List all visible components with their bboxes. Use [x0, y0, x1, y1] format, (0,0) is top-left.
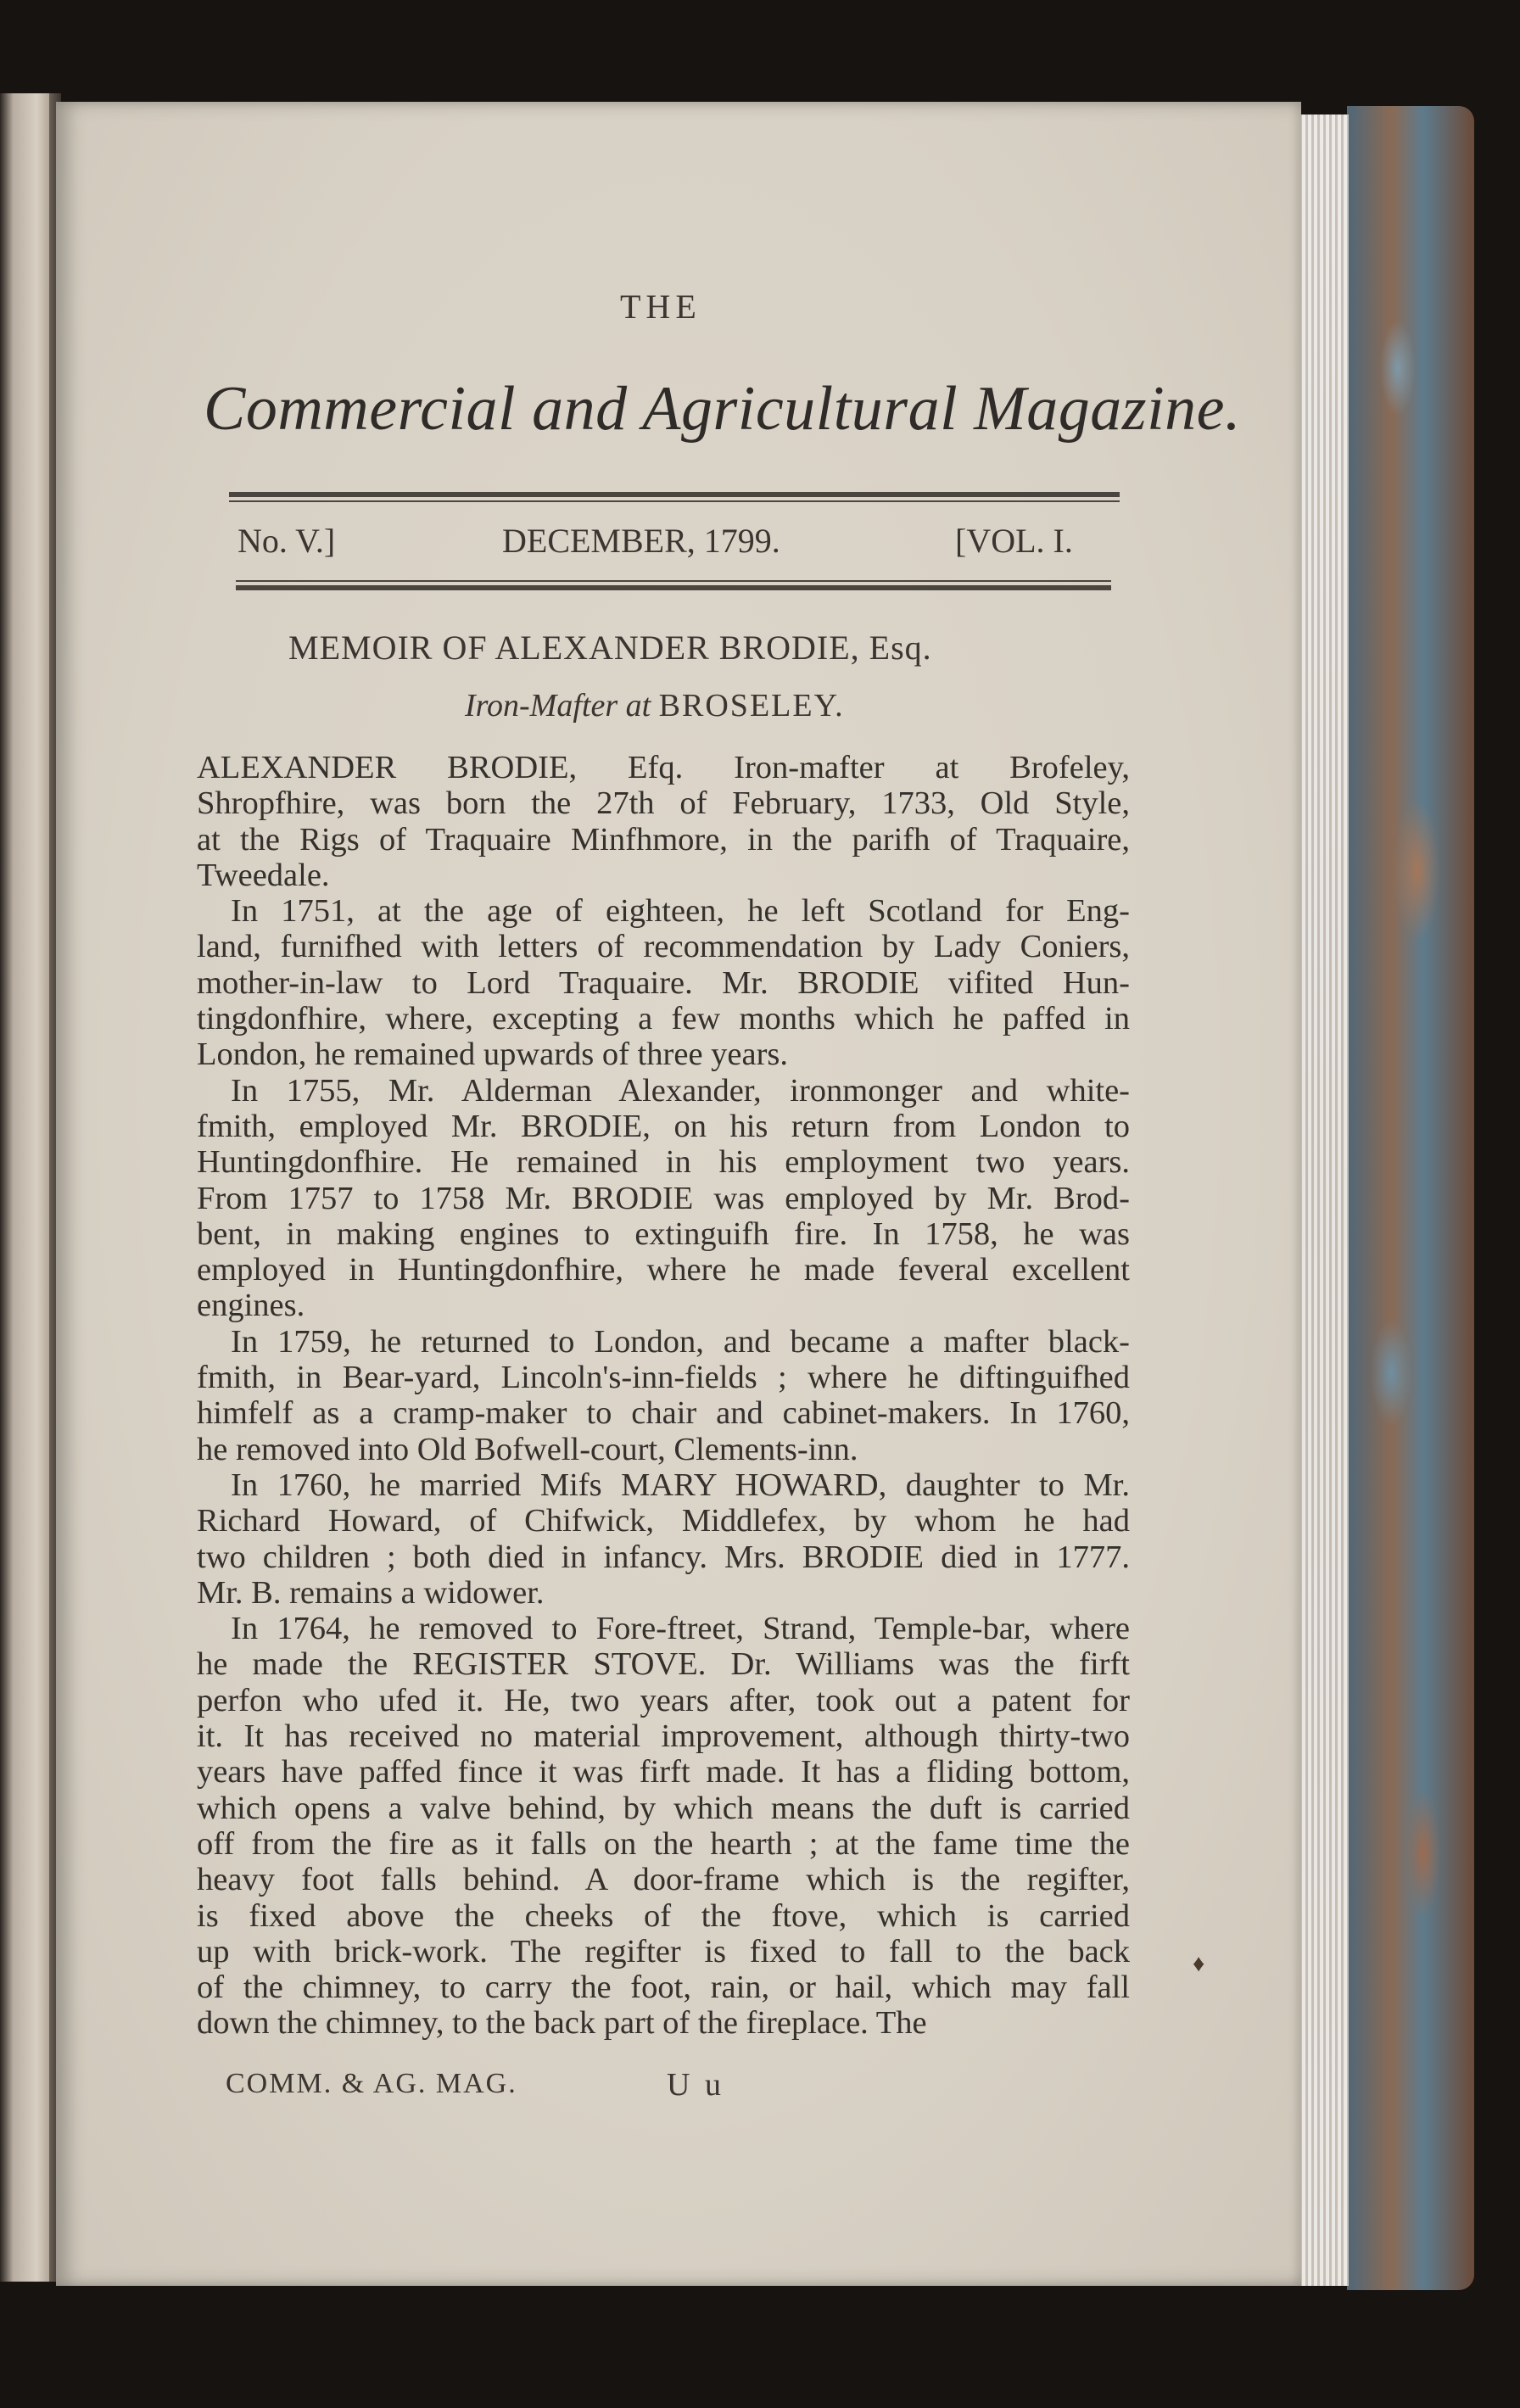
printer-signature: COMM. & AG. MAG.: [226, 2068, 517, 2099]
body-line: is fixed above the cheeks of the ftove, which is carried: [197, 1897, 1130, 1934]
body-line: mother-in-law to Lord Traquaire. Mr. BRODIE vifited Hun-: [197, 964, 1130, 1001]
bottom-double-rule-thin: [236, 580, 1111, 582]
body-line: at the Rigs of Traquaire Minfhmore, in the parifh of Traquaire,: [197, 821, 1130, 858]
the-heading: THE: [620, 288, 701, 326]
subtitle-role: Iron-Mafter at: [465, 688, 651, 724]
top-double-rule-thick: [229, 492, 1120, 497]
bottom-double-rule-thick: [236, 585, 1111, 590]
body-line: engines.: [197, 1288, 305, 1324]
body-line: years have paffed fince it was firft made. It has a fliding bottom,: [197, 1754, 1130, 1791]
body-line: ALEXANDER BRODIE, Efq. Iron-mafter at Brofeley,: [197, 750, 1130, 785]
issue-date: DECEMBER, 1799.: [502, 522, 780, 560]
magazine-title: Commercial and Agricultural Magazine.: [204, 374, 1241, 444]
body-line: In 1759, he returned to London, and became a mafter black-: [231, 1323, 1130, 1360]
body-line: of the chimney, to carry the foot, rain, or hail, which may fall: [197, 1969, 1130, 2006]
top-double-rule-thin: [229, 500, 1120, 502]
facing-page-edge: [0, 93, 53, 2282]
body-line: down the chimney, to the back part of the fireplace. The: [197, 2005, 927, 2042]
body-line: In 1760, he married Mifs MARY HOWARD, daughter to Mr.: [231, 1467, 1130, 1503]
body-line: bent, in making engines to extinguifh fire. In 1758, he was: [197, 1215, 1130, 1252]
body-line: Richard Howard, of Chifwick, Middlefex, by whom he had: [197, 1503, 1130, 1539]
body-line: From 1757 to 1758 Mr. BRODIE was employed by Mr. Brod-: [197, 1180, 1130, 1216]
body-line: perfon who ufed it. He, two years after, took out a patent for: [197, 1682, 1130, 1718]
body-line: heavy foot falls behind. A door-frame which is the regifter,: [197, 1862, 1130, 1898]
body-line: London, he remained upwards of three years.: [197, 1036, 789, 1073]
article-subtitle: [465, 687, 845, 724]
body-line: fmith, employed Mr. BRODIE, on his return from London to: [197, 1108, 1130, 1144]
body-line: he removed into Old Bofwell-court, Clements-inn.: [197, 1431, 858, 1467]
page-fore-edge: [1298, 115, 1349, 2286]
body-line: In 1755, Mr. Alderman Alexander, ironmonger and white-: [231, 1072, 1130, 1109]
body-line: Huntingdonfhire. He remained in his employment two years.: [197, 1144, 1130, 1181]
volume-label: [VOL. I.: [955, 522, 1073, 560]
body-line: land, furnifhed with letters of recommendation by Lady Coniers,: [197, 929, 1130, 965]
body-line: Shropfhire, was born the 27th of February, 1733, Old Style,: [197, 785, 1130, 822]
margin-mark: ♦: [1193, 1951, 1205, 1977]
body-line: two children ; both died in infancy. Mrs. BRODIE died in 1777.: [197, 1539, 1130, 1575]
body-line: fmith, in Bear-yard, Lincoln's-inn-fields ; where he diftinguifhed: [197, 1360, 1130, 1396]
book-cover-edge: [1347, 106, 1474, 2290]
body-line: In 1751, at the age of eighteen, he left Scotland for Eng-: [231, 893, 1130, 930]
body-line: Tweedale.: [197, 857, 330, 893]
body-line: In 1764, he removed to Fore-ftreet, Strand, Temple-bar, where: [231, 1611, 1130, 1647]
body-line: Mr. B. remains a widower.: [197, 1574, 545, 1611]
body-line: he made the REGISTER STOVE. Dr. Williams was the firft: [197, 1646, 1130, 1683]
body-line: himfelf as a cramp-maker to chair and cabinet-makers. In 1760,: [197, 1395, 1130, 1432]
body-line: it. It has received no material improvement, although thirty-two: [197, 1718, 1130, 1755]
signature-mark: U u: [667, 2067, 724, 2103]
body-line: employed in Huntingdonfhire, where he made feveral excellent: [197, 1252, 1130, 1288]
body-line: which opens a valve behind, by which means the duft is carried: [197, 1790, 1130, 1826]
body-line: tingdonfhire, where, excepting a few months which he paffed in: [197, 1001, 1130, 1037]
body-line: up with brick-work. The regifter is fixed to fall to the back: [197, 1933, 1130, 1969]
issue-number: No. V.]: [238, 522, 336, 560]
article-body: [197, 750, 1130, 2042]
body-line: off from the fire as it falls on the hearth ; at the fame time the: [197, 1825, 1130, 1862]
article-title: MEMOIR OF ALEXANDER BRODIE, Esq.: [288, 629, 932, 667]
subtitle-place: BROSELEY.: [658, 688, 845, 724]
